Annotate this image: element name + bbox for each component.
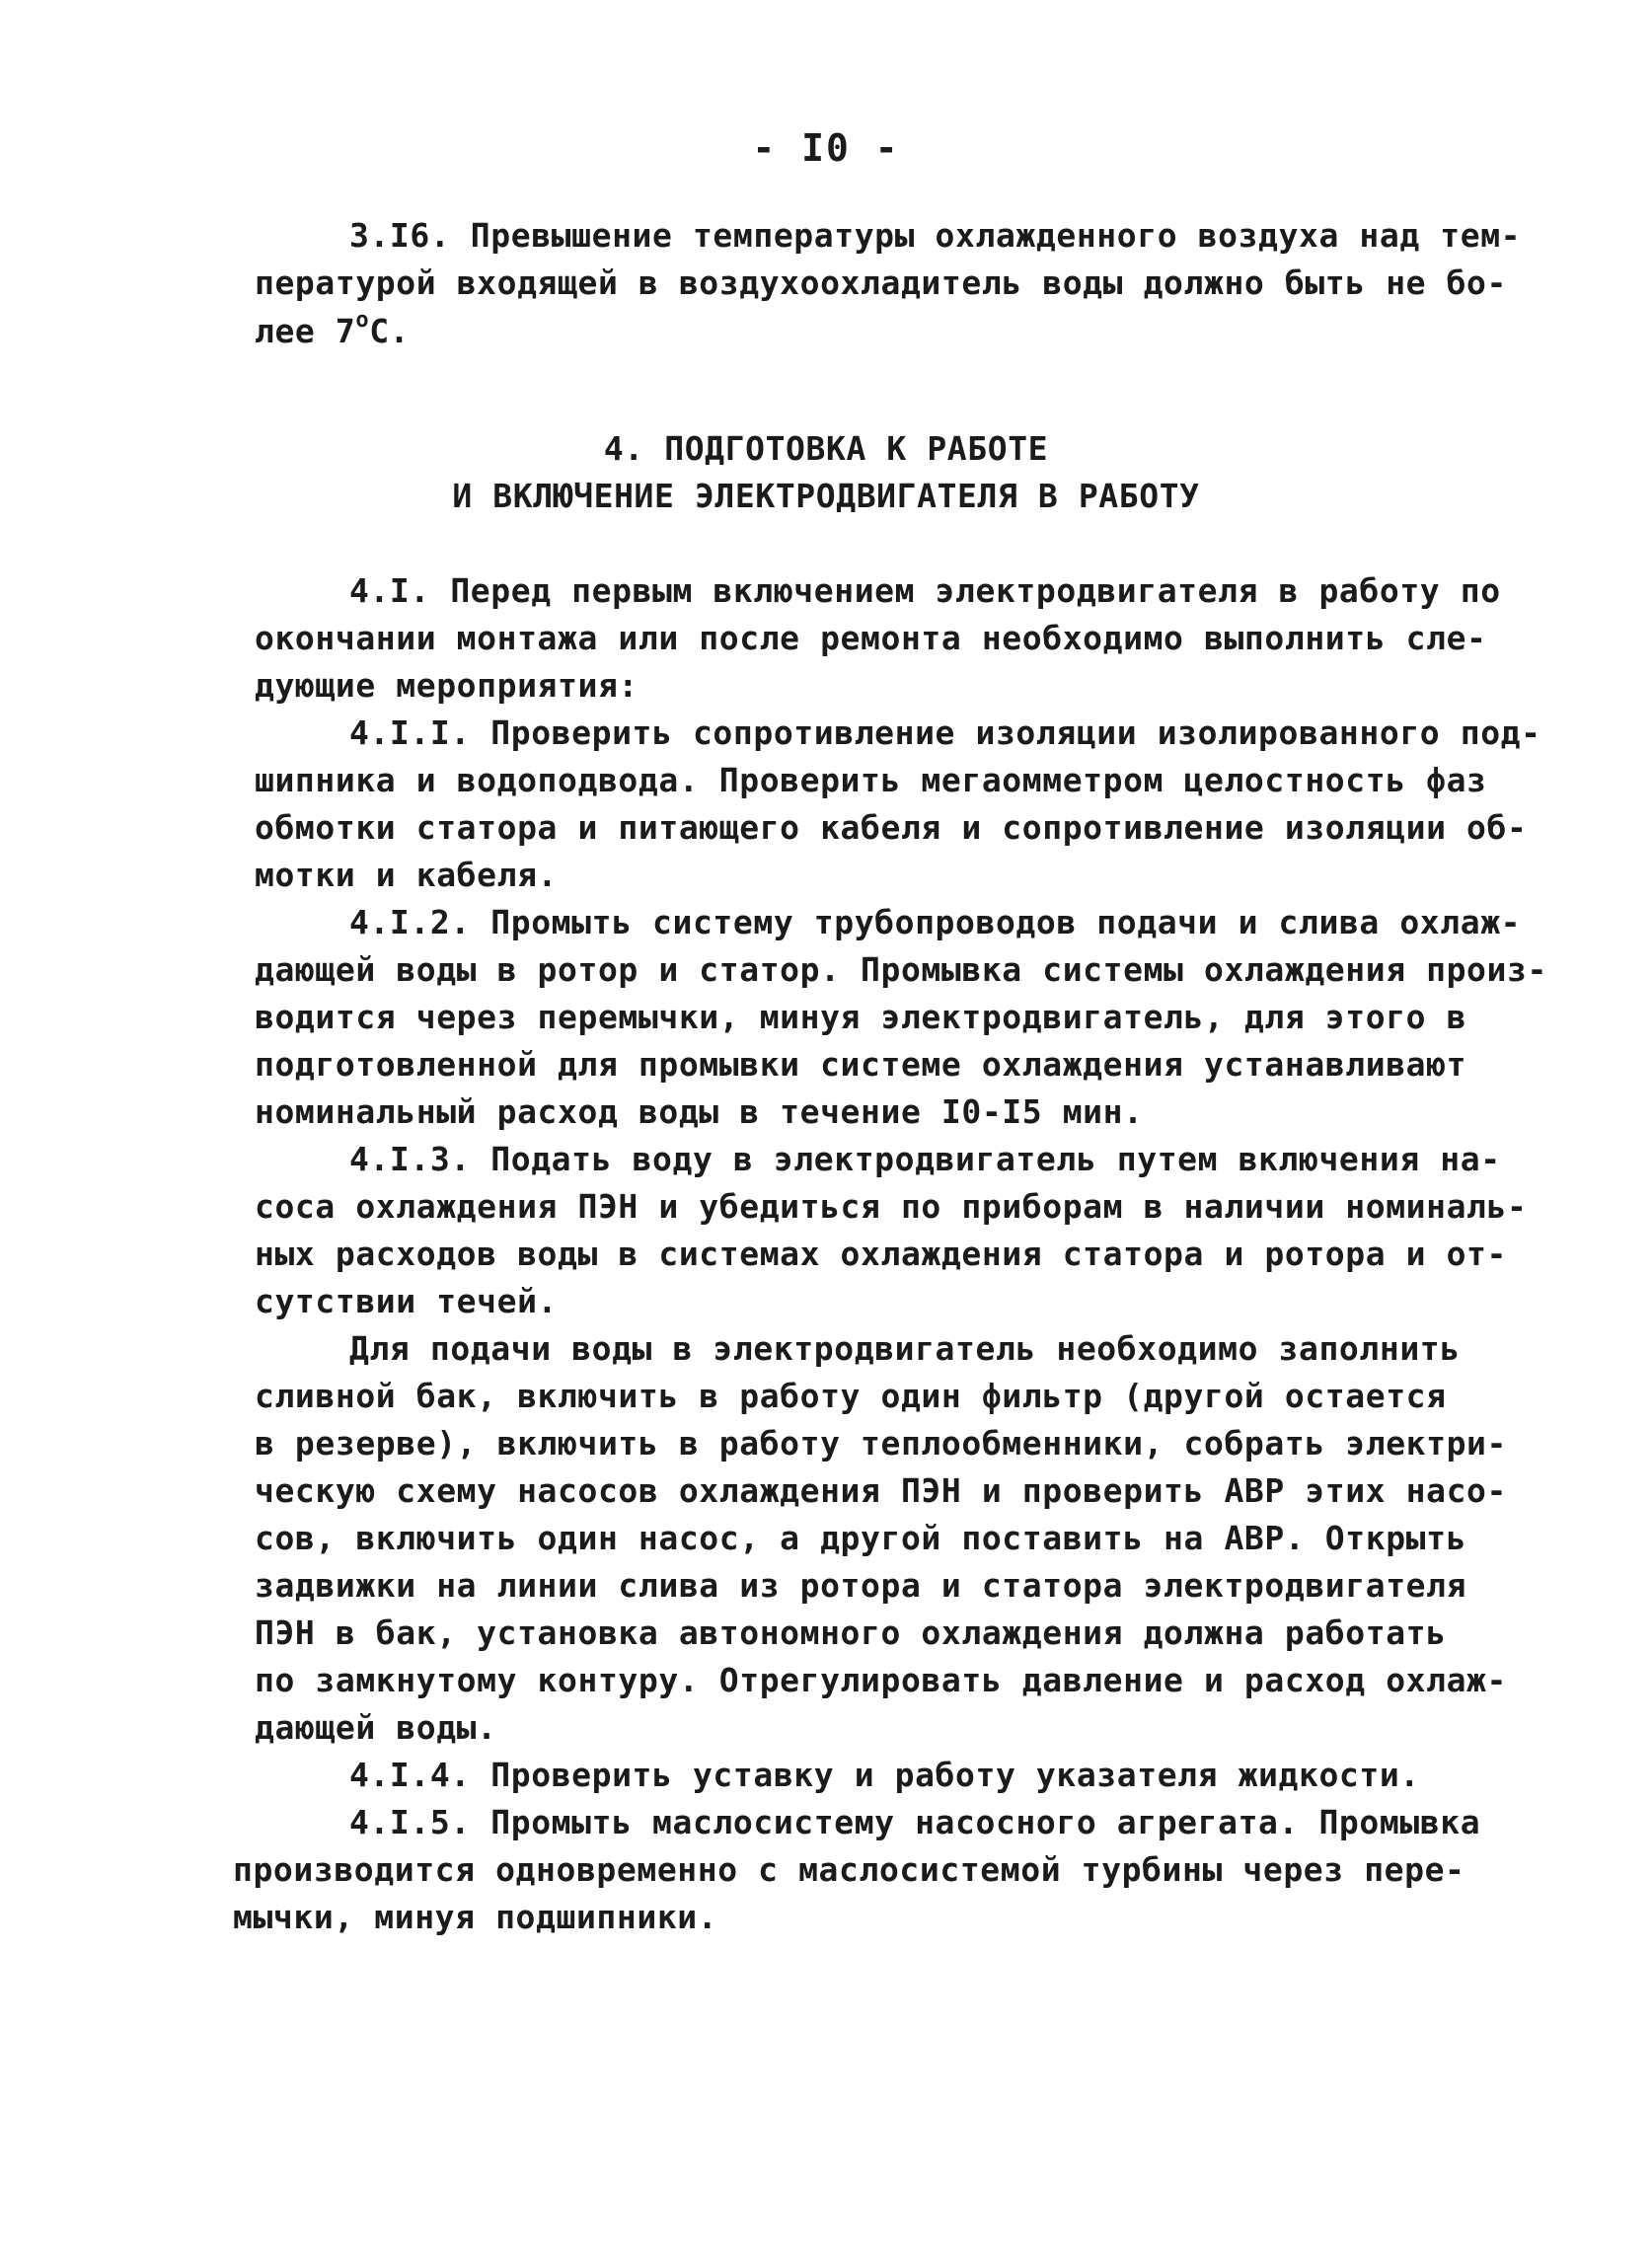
section-3-16-line-1: 3.I6. Превышение температуры охлажденного воздуха над тем- — [349, 216, 1522, 255]
paragraph-line: 4.I. Перед первым включением электродвигателя в работу по — [349, 571, 1501, 610]
page-number: - I0 - — [752, 126, 900, 170]
paragraph-line: 4.I.I. Проверить сопротивление изоляции изолированного под- — [349, 713, 1541, 752]
paragraph-line: дующие мероприятия: — [255, 666, 638, 705]
paragraph-line: задвижки на линии слива из ротора и статора электродвигателя — [255, 1566, 1467, 1605]
paragraph-line: в резерве), включить в работу теплообменники, собрать электри- — [255, 1424, 1507, 1462]
paragraph-line: соса охлаждения ПЭН и убедиться по приборам в наличии номиналь- — [255, 1187, 1528, 1226]
paragraph-line: 4.I.5. Промыть маслосистему насосного агрегата. Промывка — [349, 1803, 1481, 1841]
paragraph-line: ных расходов воды в системах охлаждения статора и ротора и от- — [255, 1235, 1507, 1273]
paragraph-line: водится через перемычки, минуя электродвигатель, для этого в — [255, 998, 1467, 1036]
paragraph-line: мычки, минуя подшипники. — [233, 1898, 718, 1936]
paragraph-line: шипника и водоподвода. Проверить мегаомметром целостность фаз — [255, 761, 1487, 799]
paragraph-line: подготовленной для промывки системе охлаждения устанавливают — [255, 1045, 1467, 1084]
paragraph-line: 4.I.2. Промыть систему трубопроводов подачи и слива охлаж- — [349, 903, 1522, 941]
section-3-16-line-3: лее $7^оС$. — [255, 308, 411, 350]
section-4-heading-line-2: И ВКЛЮЧЕНИЕ ЭЛЕКТРОДВИГАТЕЛЯ В РАБОТУ — [452, 477, 1200, 515]
paragraph-line: обмотки статора и питающего кабеля и сопротивление изоляции об- — [255, 808, 1528, 847]
paragraph-line: производится одновременно с маслосистемой турбины через пере- — [233, 1850, 1465, 1889]
paragraph-line: сов, включить один насос, а другой поставить на АВР. Открыть — [255, 1519, 1467, 1557]
paragraph-line: ПЭН в бак, установка автономного охлаждения должна работать — [255, 1613, 1447, 1652]
paragraph-line: 4.I.3. Подать воду в электродвигатель путем включения на- — [349, 1140, 1501, 1178]
paragraph-line: окончании монтажа или после ремонта необходимо выполнить сле- — [255, 619, 1487, 657]
paragraph-line: сутствии течей. — [255, 1282, 559, 1320]
paragraph-line: 4.I.4. Проверить уставку и работу указателя жидкости. — [349, 1756, 1420, 1794]
paragraph-line: дающей воды в ротор и статор. Промывка системы охлаждения произ- — [255, 950, 1547, 989]
paragraph-line: ческую схему насосов охлаждения ПЭН и проверить АВР этих насо- — [255, 1471, 1507, 1510]
section-4-heading-line-1: 4. ПОДГОТОВКА К РАБОТЕ — [603, 429, 1049, 468]
paragraph-line: сливной бак, включить в работу один фильтр (другой остается — [255, 1377, 1447, 1415]
paragraph-line: дающей воды. — [255, 1708, 497, 1747]
paragraph-line: мотки и кабеля. — [255, 856, 559, 894]
paragraph-line: номинальный расход воды в течение I0-I5 мин. — [255, 1092, 1144, 1131]
section-3-16-line-2: пературой входящей в воздухоохладитель воды должно быть не бо- — [255, 263, 1507, 302]
paragraph-line: Для подачи воды в электродвигатель необходимо заполнить — [349, 1329, 1461, 1368]
paragraph-line: по замкнутому контуру. Отрегулировать давление и расход охлаж- — [255, 1661, 1507, 1699]
